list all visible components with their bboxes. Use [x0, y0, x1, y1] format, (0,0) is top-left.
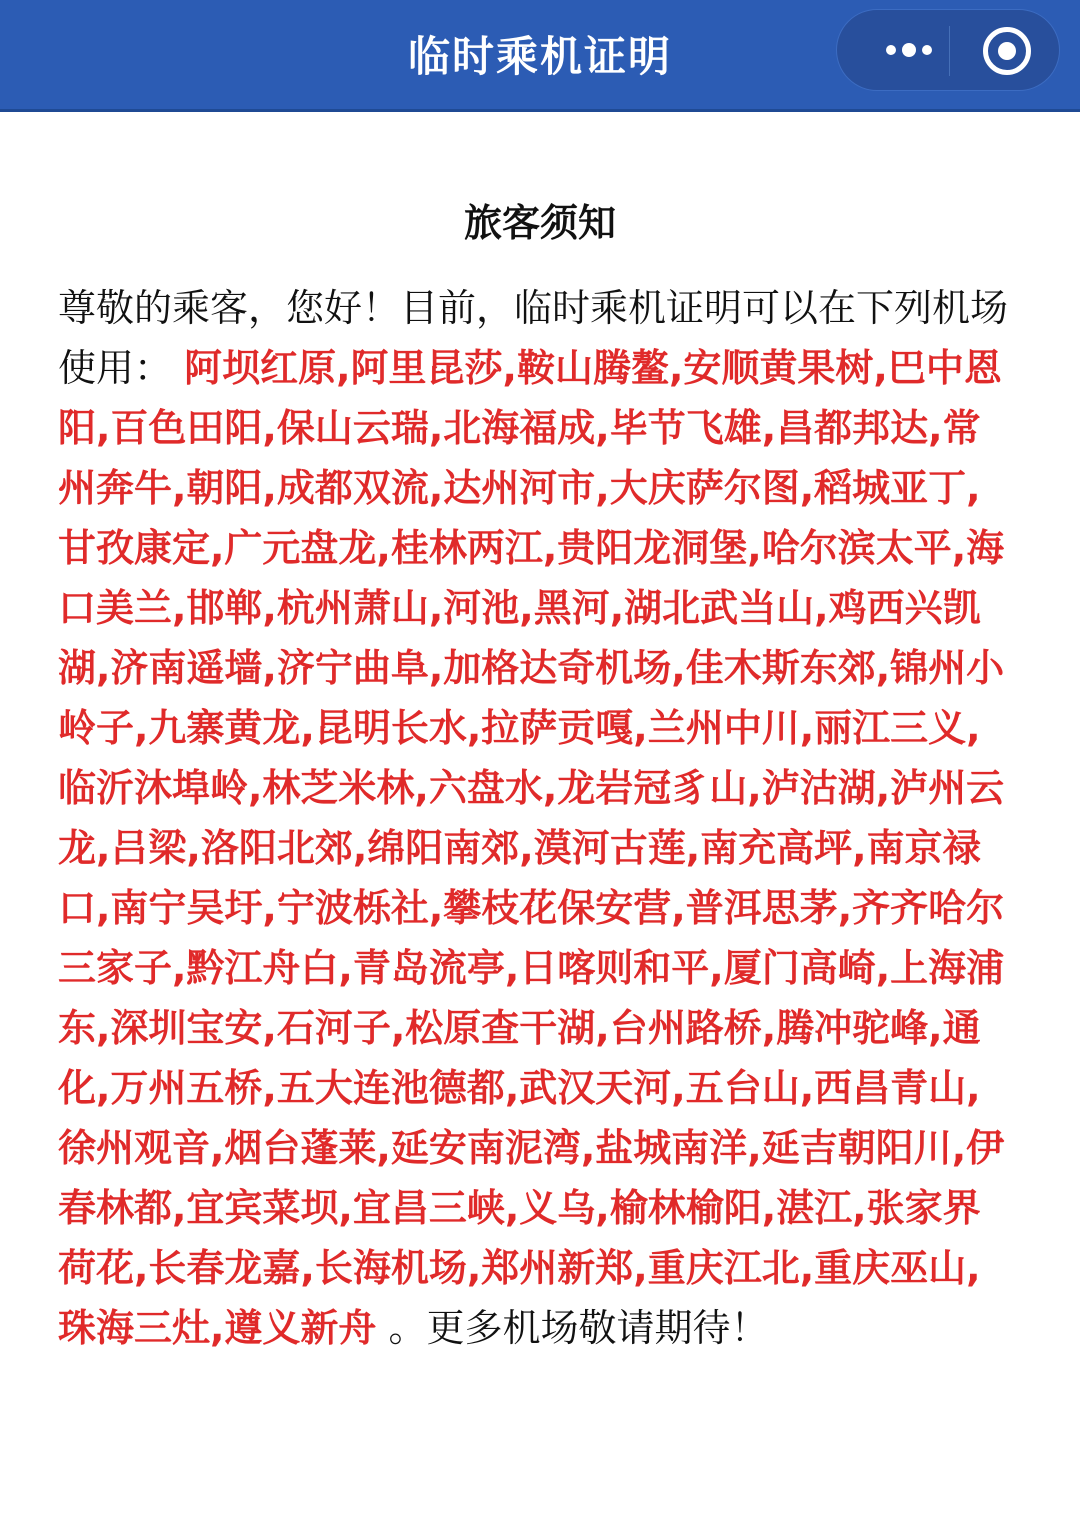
nav-bar [0, 0, 1080, 112]
capsule-divider [949, 26, 950, 76]
notice-body [58, 278, 1010, 1358]
more-icon[interactable] [869, 32, 949, 68]
airport-list: 阿坝红原,阿里昆莎,鞍山腾鳌,安顺黄果树,巴中恩阳,百色田阳,保山云瑞,北海福成,毕节飞雄,昌都邦达,常州奔牛,朝阳,成都双流,达州河市,大庆萨尔图,稻城亚丁,甘孜康定,广元盘龙,桂林两江,贵阳龙洞堡,哈尔滨太平,海口美兰,邯郸,杭州萧山,河池,黑河,湖北武当山,鸡西兴凯湖,济南遥墙,济宁曲阜,加格达奇机场,佳木斯东郊,锦州小岭子,九寨黄龙,昆明长水,拉萨贡嘎,兰州中川,丽江三义,临沂沐埠岭,林芝米林,六盘水,龙岩冠豸山,泸沽湖,泸州云龙,吕梁,洛阳北郊,绵阳南郊,漠河古莲,南充高坪,南京禄口,南宁吴圩,宁波栎社,攀枝花保安营,普洱思茅,齐齐哈尔三家子,黔江舟白,青岛流亭,日喀则和平,厦门高崎,上海浦东,深圳宝安,石河子,松原查干湖,台州路桥,腾冲驼峰,通化,万州五桥,五大连池德都,武汉天河,五台山,西昌青山,徐州观音,烟台蓬莱,延安南泥湾,盐城南洋,延吉朝阳川,伊春林都,宜宾菜坝,宜昌三峡,义乌,榆林榆阳,湛江,张家界荷花,长春龙嘉,长海机场,郑州新郑,重庆江北,重庆巫山,珠海三灶,遵义新舟 [58, 346, 1005, 1350]
mini-program-capsule [836, 9, 1060, 91]
notice-outro: 。更多机场敬请期待！ [376, 1306, 769, 1350]
page-title: 临时乘机证明 [407, 32, 672, 81]
notice-intro: 尊敬的乘客，您好！目前，临时乘机证明可以在下列机场使用： [58, 286, 1009, 390]
notice-heading: 旅客须知 [463, 201, 616, 245]
close-target-icon[interactable] [983, 27, 1031, 75]
